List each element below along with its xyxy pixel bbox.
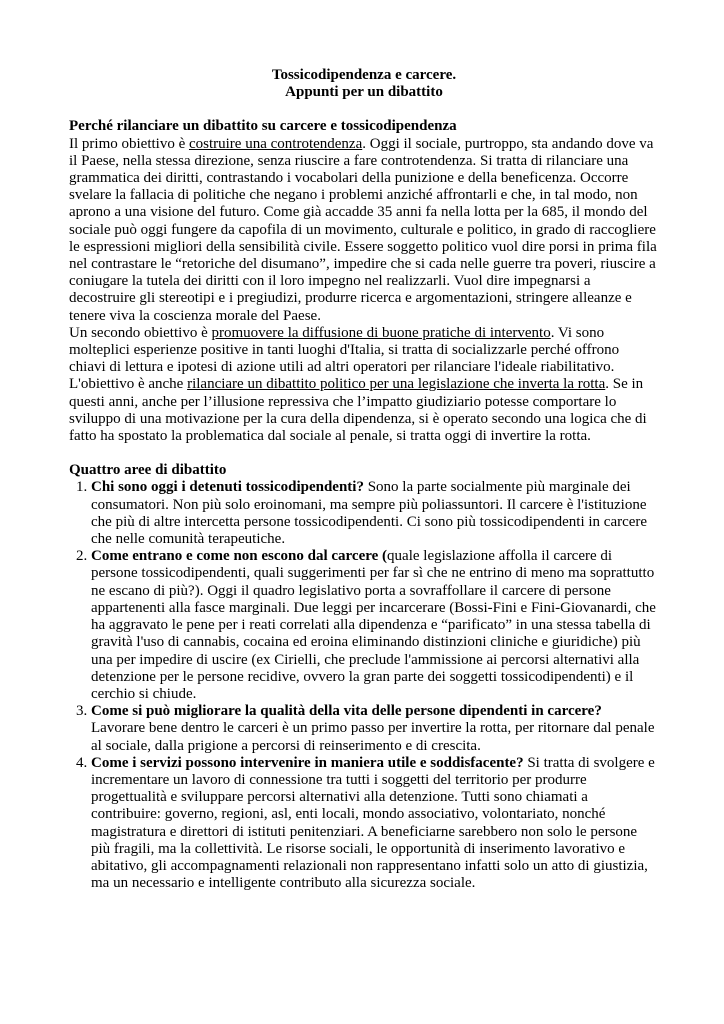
item-text: Sono la parte socialmente più marginale dei consumatori. Non più solo eroinomani, ma sempre più poliassuntori. Il carcere è l'istituzione che più di altre intercetta persone tossicodipendenti. Ci sono più tossicodipendenti in carcere che nelle comunità terapeutiche.	[91, 479, 648, 548]
item-lead: Chi sono oggi i detenuti tossicodipendenti?	[91, 479, 364, 496]
item-text: quale legislazione affolla il carcere di persone tossicodipendenti, quali suggerimenti per far sì che ne entrino di meno ma soprattutto ne escano di più?). Oggi il quadro legislativo porta a sovraffollare il carcere di persone appartenenti alla fasce marginali. Due leggi per incarcerare (Bossi-Fini e Fini-Giovanardi, che ha aggravato le pene per i reati correlati alla dipendenza e “parificato” in una stessa tabella di gravità l'uso di cannabis, cocaina ed eroina eliminando distinzioni cliniche e giuridiche) più una per impedire di uscire (ex Cirielli, che preclude l'ammissione ai percorsi alternativi alla detenzione per le persone recidive, ovvero la gran parte dei soggetti tossicodipendenti) e il cerchio si chiude.	[91, 548, 656, 702]
underlined-phrase: costruire una controtendenza	[188, 135, 363, 152]
item-lead: Come i servizi possono intervenire in maniera utile e soddisfacente?	[91, 754, 524, 771]
item-text: Lavorare bene dentro le carceri è un primo passo per invertire la rotta, per ritornare dal penale al sociale, dalla prigione a percorsi di reinserimento e di crescita.	[91, 720, 655, 754]
item-lead: Come entrano e come non escono dal carcere (	[91, 548, 388, 565]
section-1-paragraph-2: Un secondo obiettivo è promuovere la diffusione di buone pratiche di intervento. Vi sono molteplici esperienze positive in tanti luoghi d'Italia, si tratta di socializzarle perché offrono chiavi di lettura e ipotesi di azione utili ad altri operatori per rilanciare l'ideale riabilitativo.	[69, 324, 620, 376]
section-1-paragraph-3: L'obiettivo è anche rilanciare un dibattito politico per una legislazione che inverta la rotta. Se in questi anni, anche per l’illusione repressiva che l’impatto giudiziario potesse comportare lo sviluppo di una motivazione per la cura della dipendenza, si è operato secondo una logica che di fatto ha spostato la problematica dal sociale al penale, si tratta oggi di invertire la rotta.	[69, 376, 647, 445]
list-item	[91, 703, 659, 755]
list-item	[91, 548, 659, 703]
document-title	[69, 67, 659, 101]
item-text: Si tratta di svolgere e incrementare un lavoro di connessione tra tutti i soggetti del territorio per produrre progettualità e sviluppare percorsi alternativi alla detenzione. Tutti sono chiamati a contribuire: governo, regioni, asl, enti locali, mondo associativo, volontariato, nonché magistratura e direttori di istituti penitenziari. A beneficiarne sarebbero non solo le persone più fragili, ma la collettività. Le risorse sociali, le opportunità di inserimento lavorativo e abitativo, gli accompagnamenti relazionali non rappresentano infatti solo un atto di giustizia, ma un necessario e intelligente contributo alla sicurezza sociale.	[91, 754, 655, 892]
title-line-1: Tossicodipendenza e carcere.	[271, 67, 457, 83]
list-item	[91, 479, 659, 548]
list-item	[91, 755, 659, 893]
item-lead: Come si può migliorare la qualità della vita delle persone dipendenti in carcere?	[91, 703, 602, 720]
underlined-phrase: rilanciare un dibattito politico per una legislazione che inverta la rotta	[187, 376, 606, 393]
title-line-2: Appunti per un dibattito	[285, 84, 443, 101]
section-1-heading: Perché rilanciare un dibattito su carcere e tossicodipendenza	[69, 118, 457, 135]
debate-areas-list	[69, 479, 659, 892]
document-page	[69, 67, 659, 892]
underlined-phrase: promuovere la diffusione di buone pratiche di intervento	[211, 324, 551, 341]
section-2-heading: Quattro aree di dibattito	[69, 462, 227, 479]
section-1-paragraph-1: Il primo obiettivo è costruire una controtendenza. Oggi il sociale, purtroppo, sta andando dove va il Paese, nella stessa direzione, senza riuscire a fare controtendenza. Si tratta di rilanciare una grammatica dei diritti, contrastando i vocabolari della punizione e della beneficenza. Occorre svelare la fallacia di politiche che negano i problemi anziché affrontarli e che, in tal modo, non aprono a una visione del futuro. Come già accadde 35 anni fa nella lotta per la 685, il mondo del sociale può oggi fungere da capofila di un movimento, culturale e politico, in grado di raccogliere le espressioni migliori della sensibilità civile. Essere soggetto politico vuol dire porsi in prima fila nel contrastare le “retoriche del disumano”, impedire che si cada nelle guerre tra poveri, riuscire a coniugare la tutela dei diritti con il loro impegno nel realizzarli. Vuol dire impegnarsi a decostruire gli stereotipi e i pregiudizi, produrre ricerca e argomentazioni, stringere alleanze e tenere viva la coscienza morale del Paese.	[69, 135, 657, 324]
